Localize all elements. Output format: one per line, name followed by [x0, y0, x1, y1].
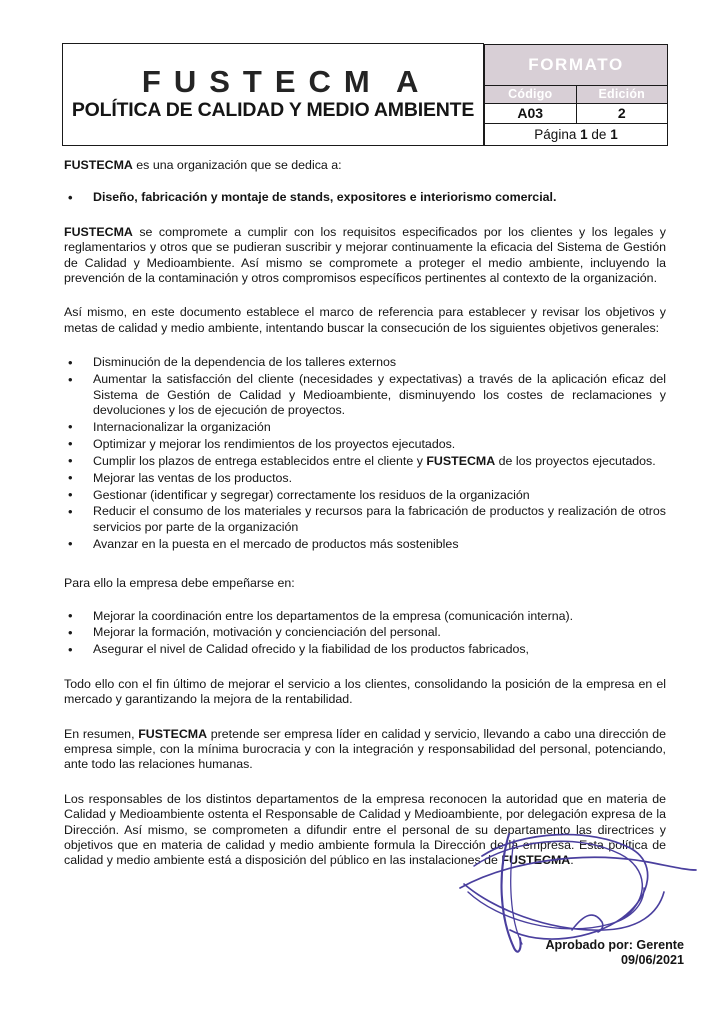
logo-text: FUSTECM: [141, 63, 383, 99]
summary-lead: En resumen,: [64, 726, 139, 741]
effort-intro-paragraph: Para ello la empresa debe empeñarse en:: [64, 576, 295, 591]
list-item: [64, 471, 666, 486]
responsibility-text-tail: .: [570, 853, 574, 868]
list-item: [64, 537, 666, 552]
list-item: [64, 504, 666, 535]
codigo-label: Código: [485, 85, 577, 103]
spacer: [64, 565, 666, 576]
intro-text: es una organización que se dedica a:: [132, 158, 342, 172]
objective-text: Optimizar y mejorar los rendimientos de los proyectos ejecutados.: [93, 436, 456, 451]
objective-text: Internacionalizar la organización: [93, 419, 271, 434]
brand-and-title-cell: [63, 44, 484, 146]
page-indicator: [485, 123, 668, 145]
commitment-text: se compromete a cumplir con los requisitos especificados por los clientes y los legales y reglamentarios y otros que se pudieran suscribir y mejorar continuamente la eficacia del Sistema de Gestión de Calidad y Medioambiente. Así mismo se compromete a proteger el medio ambiente, incluyendo la prevención de la contaminación y otros compromisos específicos pertinentes al contexto de la organización.: [64, 224, 666, 286]
list-item: [64, 609, 666, 624]
objectives-bullet-list: [64, 355, 666, 552]
objective-text: Mejorar las ventas de los productos.: [93, 470, 293, 485]
objective-company-name: FUSTECMA: [426, 453, 496, 468]
effort-text: Mejorar la formación, motivación y concienciación del personal.: [93, 625, 441, 640]
objective-text-tail: de los proyectos ejecutados.: [495, 453, 656, 468]
page-total: 1: [610, 126, 618, 142]
edicion-label: Edición: [576, 85, 668, 103]
activity-bullet-text: Diseño, fabricación y montaje de stands, expositores e interiorismo comercial.: [93, 190, 557, 205]
purpose-paragraph: Todo ello con el fin último de mejorar el servicio a los clientes, consolidando la posición de la empresa en el mercado y garantizando la mejora de la rentabilidad.: [64, 676, 666, 707]
responsibility-text: Los responsables de los distintos departamentos de la empresa reconocen la autoridad que en materia de Calidad y Medioambiente ostenta el Responsable de Calidad y Medioambiente, por delegación expresa de la Dirección. Así mismo, se comprometen a difundir entre el personal de su departamento las directrices y objetivos que en materia de calidad y medio ambiente formula la Dirección de la empresa. Esta política de calidad y medio ambiente está a disposición del público en las instalaciones de: [64, 791, 666, 868]
list-item: [64, 437, 666, 452]
list-item: [64, 372, 666, 418]
objective-text: Aumentar la satisfacción del cliente (necesidades y expectativas) a través de la aplicación eficaz del Sistema de Gestión de Calidad y Medioambiente, disminuyendo los costes de reclamaciones y devoluciones y los de ejecución de proyectos.: [93, 372, 666, 417]
document-body: [64, 158, 666, 882]
commitment-company-name: FUSTECMA: [64, 224, 133, 239]
signature-block: [452, 826, 702, 986]
page-prefix: Página: [534, 126, 577, 142]
logo-stylized-a: A: [382, 63, 419, 99]
header-meta-table: [484, 44, 668, 146]
fustecma-logo: [63, 63, 483, 99]
commitment-paragraph: [64, 225, 666, 287]
header-meta-cell: [484, 44, 669, 146]
page-mid: de: [591, 126, 607, 142]
codigo-value: A03: [485, 103, 577, 123]
summary-text: pretende ser empresa líder en calidad y servicio, llevando a cabo una dirección de empresa simple, con la mínima burocracia y con la integración y responsabilidad del personal, potenciando, ante todo las relaciones humanas.: [64, 726, 666, 772]
intro-paragraph: [64, 158, 666, 173]
document-header-table: [62, 43, 668, 146]
list-item: [64, 190, 666, 205]
list-item: [64, 420, 666, 435]
objective-text: Reducir el consumo de los materiales y recursos para la fabricación de productos y realización de otros servicios por parte de la organización: [93, 504, 666, 534]
formato-label: FORMATO: [485, 44, 668, 85]
effort-bullet-list: [64, 609, 666, 658]
list-item: [64, 642, 666, 657]
objective-text: Gestionar (identificar y segregar) correctamente los residuos de la organización: [93, 487, 530, 502]
edicion-value: 2: [576, 103, 668, 123]
summary-company-name: FUSTECMA: [138, 726, 208, 741]
list-item: [64, 355, 666, 370]
list-item: [64, 454, 666, 469]
page-title: POLÍTICA DE CALIDAD Y MEDIO AMBIENTE: [71, 99, 475, 122]
intro-company-name: FUSTECMA: [64, 158, 133, 172]
objective-text: Avanzar en la puesta en el mercado de productos más sostenibles: [93, 536, 459, 551]
list-item: [64, 488, 666, 503]
effort-text: Mejorar la coordinación entre los departamentos de la empresa (comunicación interna).: [93, 608, 574, 623]
approval-date: 09/06/2021: [620, 953, 684, 967]
objective-text: Disminución de la dependencia de los talleres externos: [93, 355, 397, 370]
approval-caption: [545, 938, 684, 968]
list-item: [64, 625, 666, 640]
approved-by-text: Aprobado por: Gerente: [545, 938, 684, 952]
activity-bullet-list: [64, 190, 666, 205]
page-current: 1: [580, 126, 588, 142]
effort-text: Asegurar el nivel de Calidad ofrecido y la fiabilidad de los productos fabricados,: [93, 642, 529, 657]
responsibility-company-name: FUSTECMA: [501, 853, 571, 868]
objective-text: Cumplir los plazos de entrega establecidos entre el cliente y: [93, 453, 427, 468]
summary-paragraph: [64, 727, 666, 773]
framework-paragraph: Así mismo, en este documento establece el marco de referencia para establecer y revisar los objetivos y metas de calidad y medio ambiente, intentando buscar la consecución de los siguientes objetivos generales:: [64, 305, 666, 335]
